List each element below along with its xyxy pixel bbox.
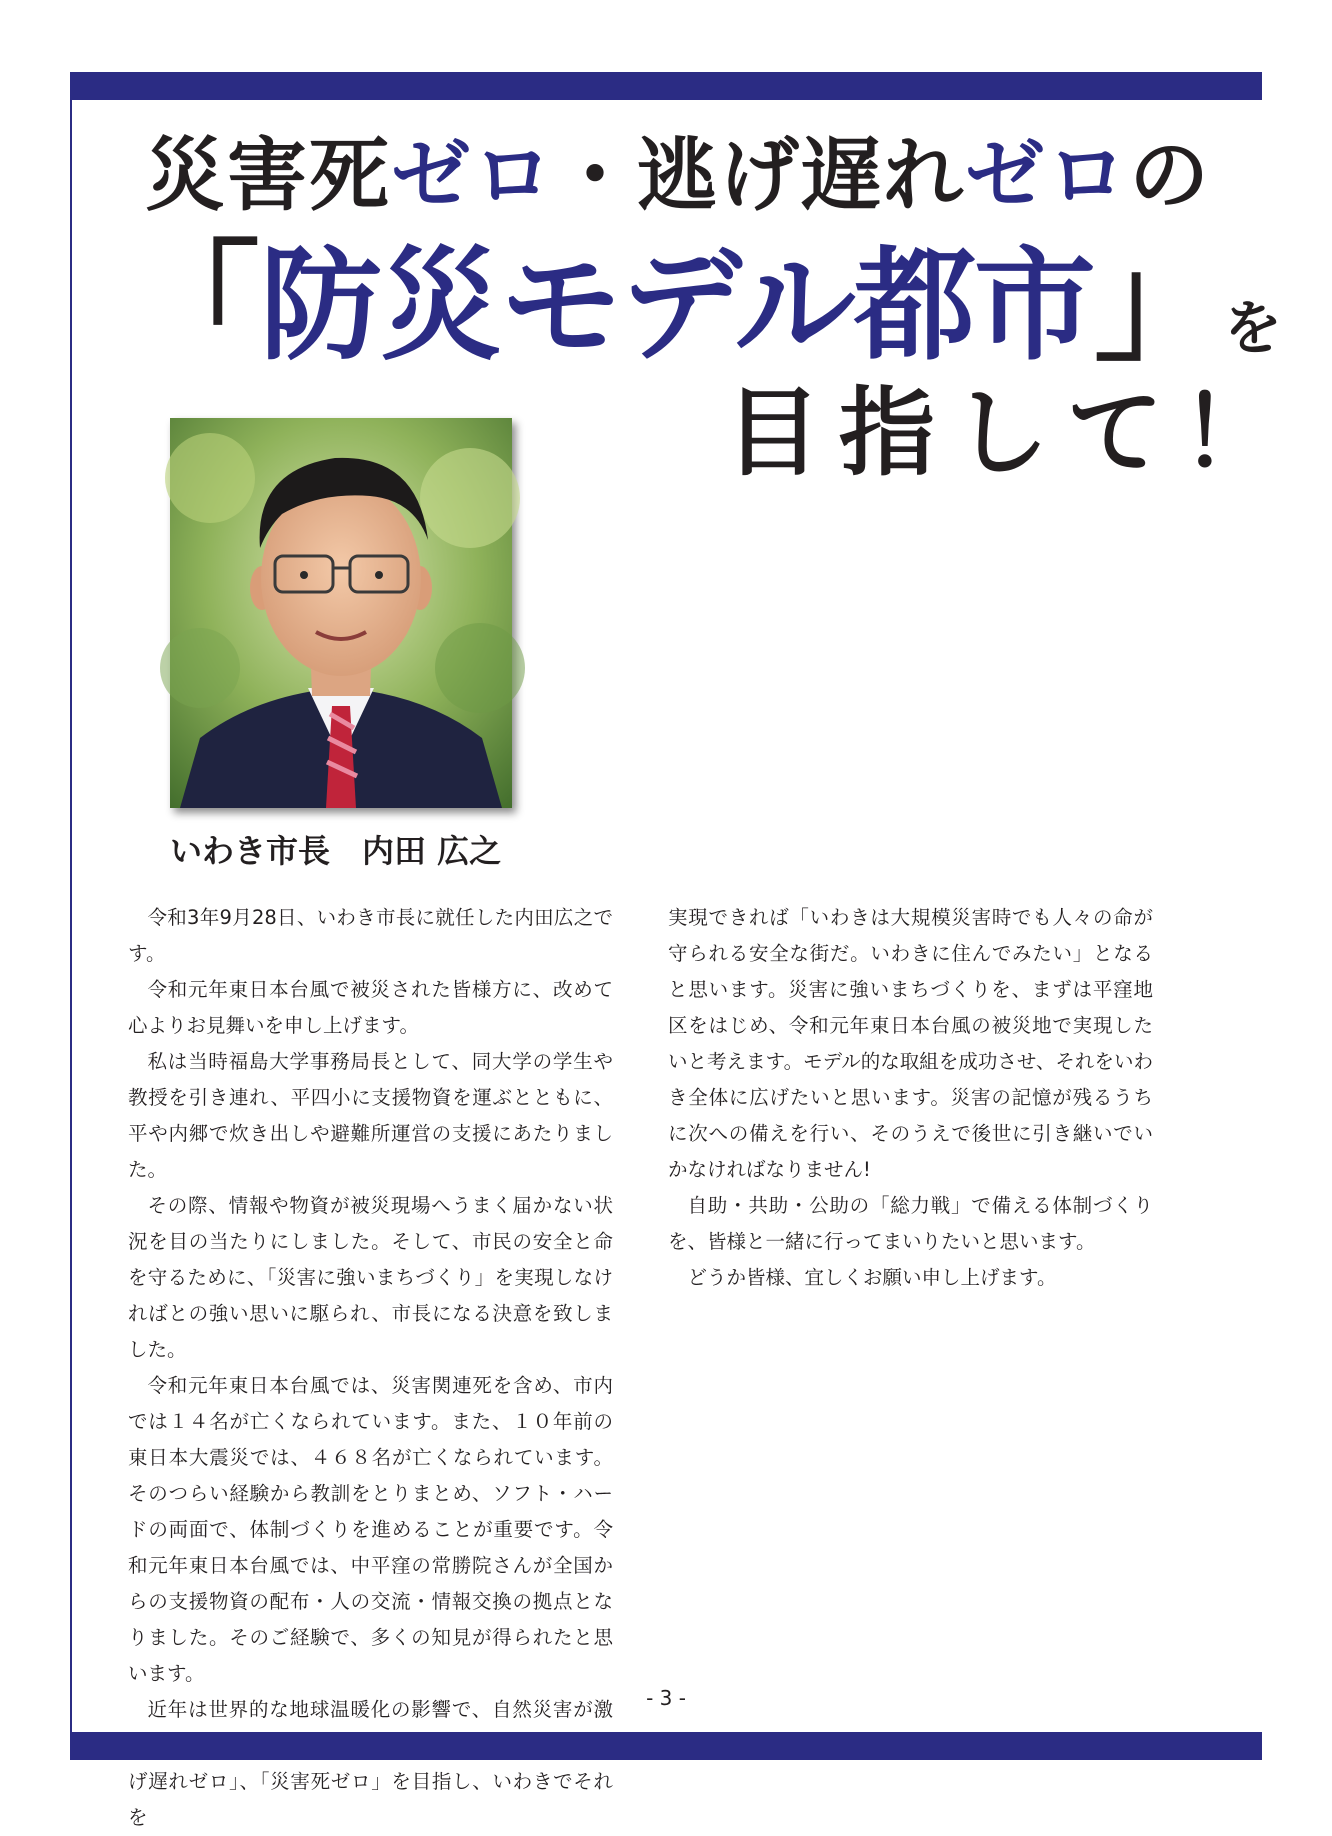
paragraph: その際、情報や物資が被災現場へうまく届かない状況を目の当たりにしました。そして、市民の安全と命を守るために、「災害に強いまちづくり」を実現しなければとの強い思いに駆られ、市長になる決意を致しました。 xyxy=(128,1194,613,1361)
headline-zero-1: ゼロ xyxy=(391,129,555,222)
headline-zero-2: ゼロ xyxy=(965,129,1129,222)
photo-caption: いわき市長 内田 広之 xyxy=(170,832,502,870)
paragraph: 近年は世界的な地球温暖化の影響で、自然災害が激 げ遅れゼロ」、「災害死ゼロ」を目指し、いわきでそれを xyxy=(128,1698,613,1829)
top-banner-bar xyxy=(70,72,1262,100)
headline-main: 防災モデル都市 xyxy=(260,235,1094,377)
headline-line-3: 目指して！ xyxy=(725,377,1295,489)
headline-text: の xyxy=(1129,129,1211,222)
headline-particle: を xyxy=(1223,294,1282,362)
open-bracket: 「 xyxy=(130,227,261,379)
paragraph-continued: 実現できれば「いわきは大規模災害時でも人々の命が守られる安全な街だ。いわきに住んでみたい」となると思います。災害に強いまちづくりを、まずは平窪地区をはじめ、令和元年東日本台風の被災地で実現したいと考えます。モデル的な取組を成功させ、それをいわき全体に広げたいと思います。災害の記憶が残るうちに次への備えを行い、そのうえで後世に引き継いでいかなければなりません! xyxy=(668,906,1153,1181)
page-number: - 3 - xyxy=(646,1686,686,1710)
headline-text: ・逃げ遅れ xyxy=(555,129,965,222)
paragraph: どうか皆様、宜しくお願い申し上げます。 xyxy=(687,1266,1057,1289)
close-bracket: 」 xyxy=(1093,227,1224,379)
paragraph: 令和元年東日本台風では、災害関連死を含め、市内では１４名が亡くなられています。また、１０年前の東日本大震災では、４６８名が亡くなられています。そのつらい経験から教訓をとりまとめ、ソフト・ハードの両面で、体制づくりを進めることが重要です。令和元年東日本台風では、中平窪の常勝院さんが全国からの支援物資の配布・人の交流・情報交換の拠点となりました。そのご経験で、多くの知見が得られたと思います。 xyxy=(128,1374,613,1685)
paragraph: 私は当時福島大学事務局長として、同大学の学生や教授を引き連れ、平四小に支援物資を運ぶとともに、平や内郷で炊き出しや避難所運営の支援にあたりました。 xyxy=(128,1050,613,1181)
headline-line-1 xyxy=(145,129,1211,222)
paragraph: 令和3年9月28日、いわき市長に就任した内田広之です。 xyxy=(128,906,613,965)
mayor-portrait-photo xyxy=(170,418,512,808)
bottom-banner-bar xyxy=(70,1732,1262,1760)
headline-text: 災害死 xyxy=(145,129,391,222)
portrait-illustration xyxy=(170,418,512,808)
left-border-rule xyxy=(70,100,72,1732)
paragraph: 自助・共助・公助の「総力戦」で備える体制づくりを、皆様と一緒に行ってまいりたいと思います。 xyxy=(668,1194,1153,1253)
headline-line-2 xyxy=(130,227,1282,379)
paragraph: 令和元年東日本台風で被災された皆様方に、改めて心よりお見舞いを申し上げます。 xyxy=(128,978,613,1037)
body-column-right xyxy=(668,900,1153,1296)
